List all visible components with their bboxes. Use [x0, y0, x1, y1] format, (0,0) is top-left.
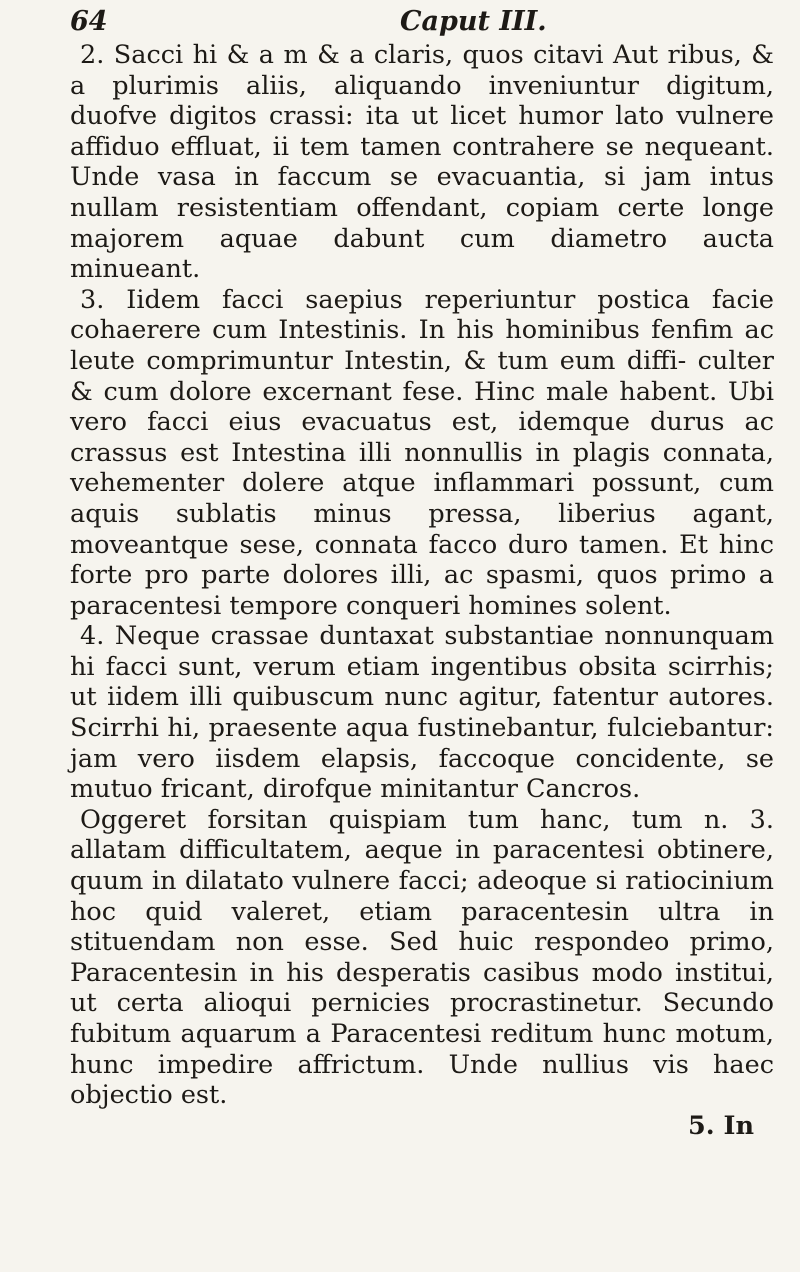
page-number: 64 [70, 6, 108, 37]
paragraph-4: 4. Neque crassae duntaxat substantiae nonnunquam hi facci sunt, verum etiam ingentibus obsita scirrhis; ut iidem illi quibuscum nunc agitur, fatentur autores. Scirrhi hi, praesente aqua fustinebantur, fulciebantur: jam vero iisdem elapsis, faccoque concidente, se mutuo fricant, dirofque minitantur Cancros. [70, 621, 774, 805]
paragraph-objection: Oggeret forsitan quispiam tum hanc, tum n. 3. allatam difficultatem, aeque in paracentesi obtinere, quum in dilatato vulnere facci; adeoque si ratiocinium hoc quid valeret, etiam paracentesin ultra in stituendam non esse. Sed huic respondeo primo, Paracentesin in his desperatis casibus modo institui, ut certa alioqui pernicies procrastinetur. Secundo fubitum aquarum a Paracentesi reditum hunc motum, hunc impedire affrictum. Unde nullius vis haec objectio est. [70, 804, 774, 1111]
chapter-title: Caput III. [400, 6, 547, 37]
running-head [70, 6, 774, 40]
catchword: 5. In [688, 1110, 754, 1141]
paragraph-3: 3. Iidem facci saepius reperiuntur postica facie cohaerere cum Intestinis. In his hominibus fenfim ac leute comprimuntur Intestin, & tum eum diffi- culter & cum dolore excernant fese. Hinc male habent. Ubi vero facci eius evacuatus est, idemque durus ac crassus est Intestina illi nonnullis in plagis connata, vehementer dolere atque inflammari possunt, cum aquis sublatis minus pressa, liberius agant, moveantque sese, connata facco duro tamen. Et hinc forte pro parte dolores illi, ac spasmi, quos primo a paracentesi tempore conqueri homines solent. [70, 284, 774, 621]
body-text [70, 40, 774, 1111]
paragraph-2: 2. Sacci hi & a m & a claris, quos citavi Aut ribus, & a plurimis aliis, aliquando inveniuntur digitum, duofve digitos crassi: ita ut licet humor lato vulnere affiduo effluat, ii tem tamen contrahere se nequeant. Unde vasa in faccum se evacuantia, si jam intus nullam resistentiam offendant, copiam certe longe majorem aquae dabunt cum diametro aucta minueant. [70, 40, 774, 285]
